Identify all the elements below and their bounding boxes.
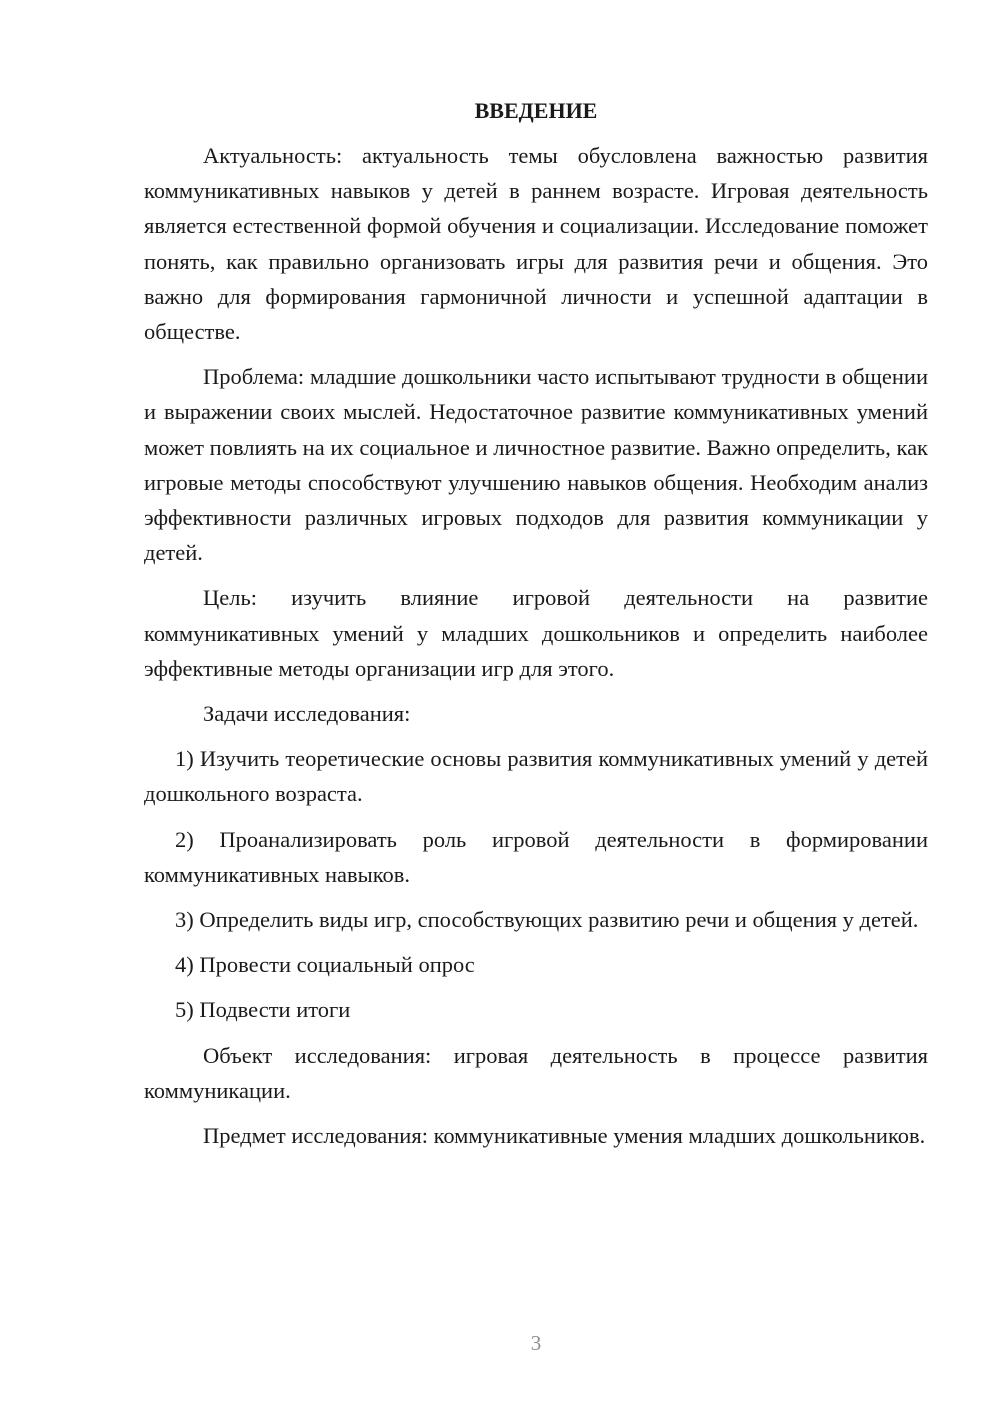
object-paragraph: Объект исследования: игровая деятельность в процессе развития коммуникации. [144,1042,928,1103]
subject-paragraph: Предмет исследования: коммуникативные умения младших дошкольников. [203,1123,926,1149]
tasks-heading: Задачи исследования: [203,701,411,727]
task-item-2: 2) Проанализировать роль игровой деятельности в формировании коммуникативных навыков. [144,826,928,887]
relevance-paragraph: Актуальность: актуальность темы обусловлена важностью развития коммуникативных навыков у детей в раннем возрасте. Игровая деятельность является естественной формой обучения и социализации. Исследование поможет понять, как правильно организовать игры для развития речи и общения. Это важно для формирования гармоничной личности и успешной адаптации в обществе. [144,143,928,345]
problem-paragraph: Проблема: младшие дошкольники часто испытывают трудности в общении и выражении своих мыслей. Недостаточное развитие коммуникативных умений может повлиять на их социальное и личностное развитие. Важно определить, как игровые методы способствуют улучшению навыков общения. Необходим анализ эффективности различных игровых подходов для развития коммуникации у детей. [144,364,928,566]
task-item-3: 3) Определить виды игр, способствующих развитию речи и общения у детей. [175,907,919,933]
task-item-5: 5) Подвести итоги [175,997,351,1023]
goal-paragraph: Цель: изучить влияние игровой деятельности на развитие коммуникативных умений у младших дошкольников и определить наиболее эффективные методы организации игр для этого. [144,585,928,681]
page-title: ВВЕДЕНИЕ [474,98,598,123]
task-item-4: 4) Провести социальный опрос [175,952,475,978]
page-content [144,96,928,1163]
page-number: 3 [530,1331,542,1355]
task-item-1: 1) Изучить теоретические основы развития коммуникативных умений у детей дошкольного возраста. [144,746,928,807]
